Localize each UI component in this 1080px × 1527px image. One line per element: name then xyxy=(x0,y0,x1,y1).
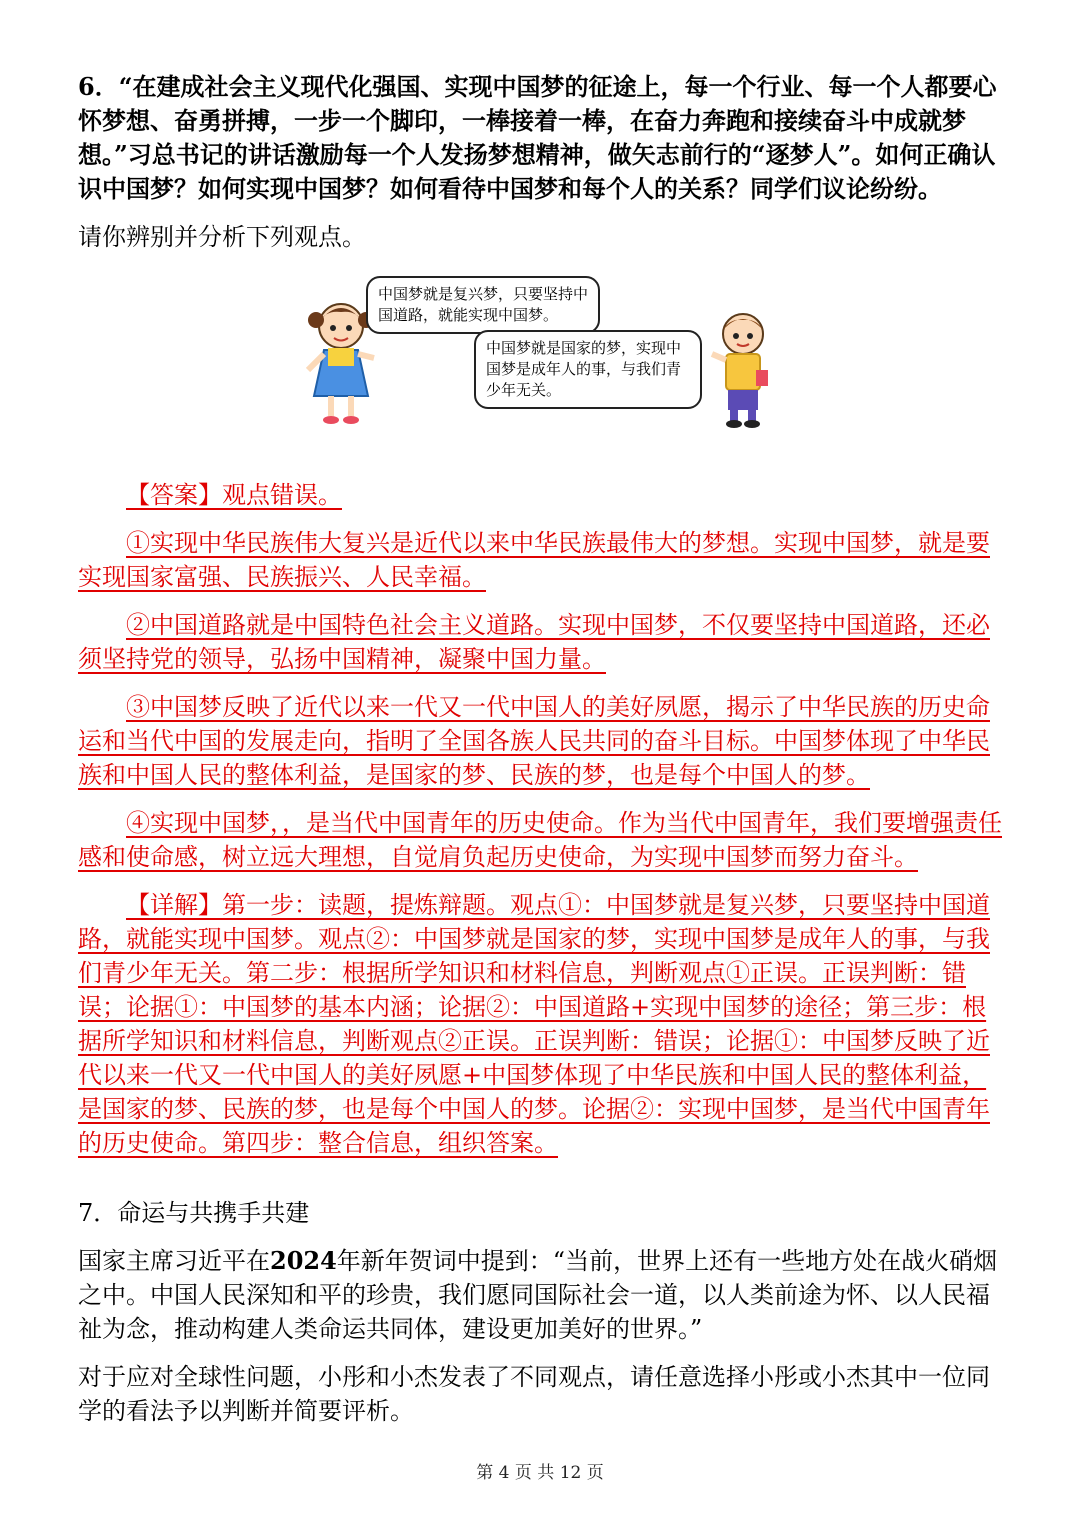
bubble-girl-text: 中国梦就是复兴梦，只要坚持中国道路，就能实现中国梦。 xyxy=(378,285,589,324)
answer-section xyxy=(78,478,1008,1160)
question-7-title: 7．命运与共携手共建 xyxy=(78,1199,310,1227)
q6-body: 6．“在建成社会主义现代化强国、实现中国梦的征途上，每一个行业、每一个人都要心怀梦想、奋勇拼搏，一步一个脚印，一棒接着一棒，在奋力奔跑和接续奋斗中成就梦想。”习总书记的讲话激励每一个人发扬梦想精神，做矢志前行的“逐梦人”。如何正确认识中国梦？如何实现中国梦？如何看待中国梦和每个人的关系？同学们议论纷纷。 xyxy=(78,72,997,203)
q7-year: 2024 xyxy=(270,1246,337,1275)
answer-detail xyxy=(78,888,1008,1160)
q7-text-a: 国家主席习近平在 xyxy=(78,1247,270,1275)
answer-point-1 xyxy=(78,526,1008,594)
page-footer: 第 4 页 共 12 页 xyxy=(476,1463,604,1483)
answer-point-3-text: ③中国梦反映了近代以来一代又一代中国人的美好夙愿，揭示了中华民族的历史命运和当代中国的发展走向，指明了全国各族人民共同的奋斗目标。中国梦体现了中华民族和中国人民的整体利益，是国家的梦、民族的梦，也是每个中国人的梦。 xyxy=(78,693,990,789)
answer-heading-text: 【答案】观点错误。 xyxy=(126,481,342,509)
answer-point-3 xyxy=(78,690,1008,792)
illustration xyxy=(78,268,1008,448)
bubble-boy-text: 中国梦就是国家的梦，实现中国梦是成年人的事，与我们青少年无关。 xyxy=(486,339,682,399)
answer-point-4-text: ④实现中国梦，，是当代中国青年的历史使命。作为当代中国青年，我们要增强责任感和使命感，树立远大理想，自觉肩负起历史使命，为实现中国梦而努力奋斗。 xyxy=(78,809,1002,871)
question-6-text xyxy=(78,70,1008,206)
answer-point-2-text: ②中国道路就是中国特色社会主义道路。实现中国梦，不仅要坚持中国道路，还必须坚持党的领导，弘扬中国精神，凝聚中国力量。 xyxy=(78,611,990,673)
answer-point-2 xyxy=(78,608,1008,676)
question-7-text xyxy=(78,1244,1008,1346)
page-content xyxy=(78,70,1008,1442)
speech-bubble-girl xyxy=(366,276,600,334)
speech-bubble-boy xyxy=(474,330,702,409)
q7-text-b: 年新年贺词中提到：“当前，世界上还有一些地方处在战火硝烟之中。中国人民深知和平的珍贵，我们愿同国际社会一道，以人类前途为怀、以人民福祉为念，推动构建人类命运共同体，建设更加美好的世界。” xyxy=(78,1247,998,1343)
question-7-prompt: 对于应对全球性问题，小彤和小杰发表了不同观点，请任意选择小彤或小杰其中一位同学的看法予以判断并简要评析。 xyxy=(78,1363,990,1425)
question-6-prompt: 请你辨别并分析下列观点。 xyxy=(78,223,366,251)
answer-detail-text: 【详解】第一步：读题，提炼辩题。观点①：中国梦就是复兴梦，只要坚持中国道路，就能实现中国梦。观点②：中国梦就是国家的梦，实现中国梦是成年人的事，与我们青少年无关。第二步：根据所学知识和材料信息，判断观点①正误。正误判断：错误；论据①：中国梦的基本内涵；论据②：中国道路+实现中国梦的途径；第三步：根据所学知识和材料信息，判断观点②正误。正误判断：错误；论据①：中国梦反映了近代以来一代又一代中国人的美好夙愿+中国梦体现了中华民族和中国人民的整体利益，是国家的梦、民族的梦，也是每个中国人的梦。论据②：实现中国梦，是当代中国青年的历史使命。第四步：整合信息，组织答案。 xyxy=(78,891,990,1157)
answer-heading xyxy=(78,478,1008,512)
boy-figure-icon xyxy=(708,308,778,428)
answer-point-4 xyxy=(78,806,1008,874)
answer-point-1-text: ①实现中华民族伟大复兴是近代以来中华民族最伟大的梦想。实现中国梦，就是要实现国家富强、民族振兴、人民幸福。 xyxy=(78,529,990,591)
